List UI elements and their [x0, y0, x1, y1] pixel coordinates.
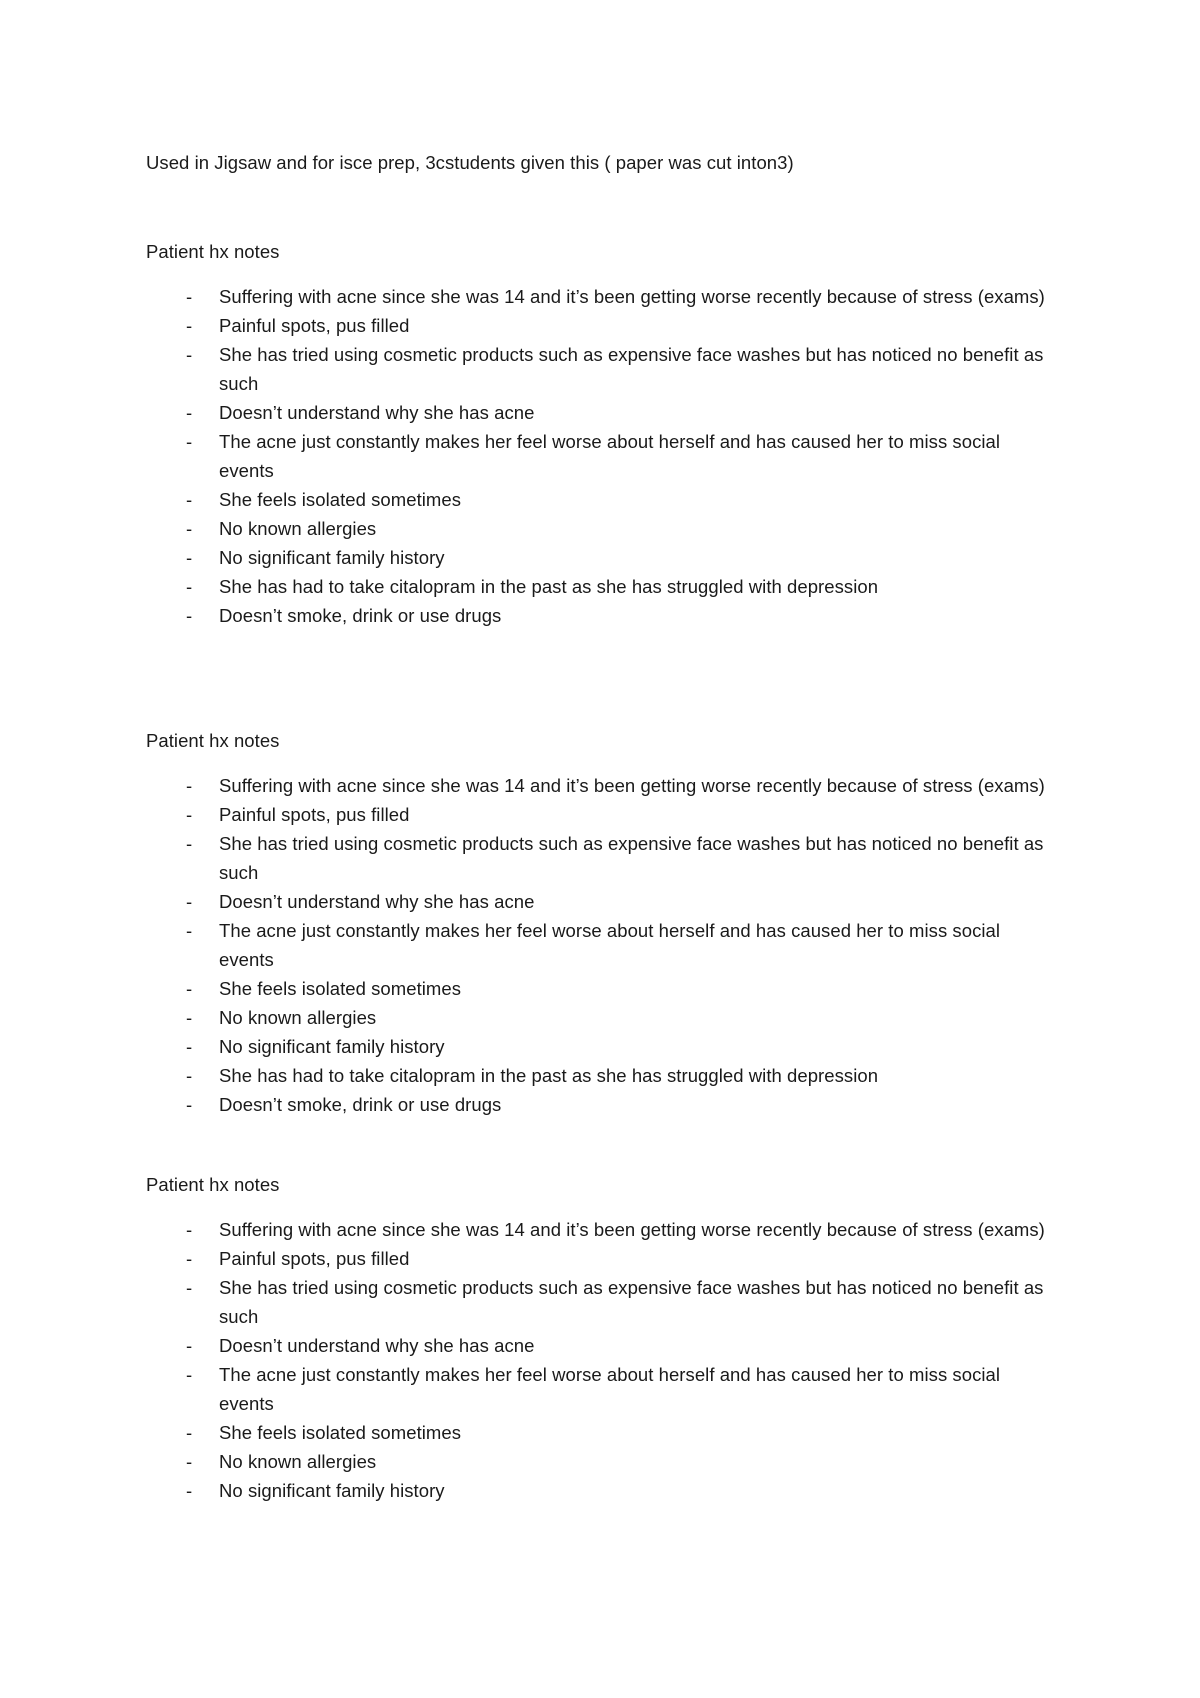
notes-list — [146, 282, 1046, 630]
note-item — [146, 572, 1046, 601]
note-text: Doesn’t understand why she has acne — [219, 402, 535, 423]
bullet-dash: - — [186, 1094, 193, 1115]
note-item — [146, 1476, 1046, 1505]
note-text: She feels isolated sometimes — [219, 1422, 462, 1443]
note-item — [146, 1032, 1046, 1061]
note-text: No known allergies — [219, 518, 377, 539]
bullet-dash: - — [186, 1451, 193, 1472]
note-item — [146, 1244, 1046, 1273]
note-item — [146, 282, 1046, 311]
note-item — [146, 427, 1046, 485]
note-item — [146, 974, 1046, 1003]
note-text: Painful spots, pus filled — [219, 804, 410, 825]
bullet-dash: - — [186, 518, 193, 539]
note-item — [146, 771, 1046, 800]
note-text: Suffering with acne since she was 14 and it’s been getting worse recently because of stress (exams) — [219, 286, 1045, 307]
note-item — [146, 543, 1046, 572]
note-text: The acne just constantly makes her feel worse about herself and has caused her to miss social events — [219, 920, 1001, 970]
note-item — [146, 1273, 1046, 1331]
bullet-dash: - — [186, 605, 193, 626]
note-item — [146, 311, 1046, 340]
bullet-dash: - — [186, 891, 193, 912]
bullet-dash: - — [186, 978, 193, 999]
note-text: She has had to take citalopram in the past as she has struggled with depression — [219, 576, 879, 597]
note-item — [146, 916, 1046, 974]
section-heading: Patient hx notes — [146, 1174, 280, 1195]
note-item — [146, 601, 1046, 630]
note-text: Doesn’t smoke, drink or use drugs — [219, 1094, 502, 1115]
intro-note: Used in Jigsaw and for isce prep, 3cstudents given this ( paper was cut inton3) — [146, 152, 794, 173]
note-text: Painful spots, pus filled — [219, 315, 410, 336]
bullet-dash: - — [186, 576, 193, 597]
bullet-dash: - — [186, 1065, 193, 1086]
note-text: She has tried using cosmetic products such as expensive face washes but has noticed no benefit as such — [219, 344, 1044, 394]
note-text: No known allergies — [219, 1007, 377, 1028]
note-text: No significant family history — [219, 547, 445, 568]
bullet-dash: - — [186, 344, 193, 365]
note-text: Doesn’t understand why she has acne — [219, 1335, 535, 1356]
note-item — [146, 398, 1046, 427]
bullet-dash: - — [186, 1364, 193, 1385]
bullet-dash: - — [186, 1277, 193, 1298]
note-text: Suffering with acne since she was 14 and it’s been getting worse recently because of stress (exams) — [219, 775, 1045, 796]
patient-notes-section — [146, 726, 1046, 1119]
note-text: Painful spots, pus filled — [219, 1248, 410, 1269]
note-item — [146, 800, 1046, 829]
note-text: She feels isolated sometimes — [219, 978, 462, 999]
section-heading: Patient hx notes — [146, 730, 280, 751]
notes-list — [146, 1215, 1046, 1505]
note-item — [146, 1215, 1046, 1244]
patient-notes-section — [146, 237, 1046, 630]
note-text: No known allergies — [219, 1451, 377, 1472]
note-item — [146, 1360, 1046, 1418]
note-text: The acne just constantly makes her feel worse about herself and has caused her to miss social events — [219, 431, 1001, 481]
note-item — [146, 340, 1046, 398]
bullet-dash: - — [186, 547, 193, 568]
note-text: She has tried using cosmetic products such as expensive face washes but has noticed no benefit as such — [219, 1277, 1044, 1327]
bullet-dash: - — [186, 315, 193, 336]
bullet-dash: - — [186, 1335, 193, 1356]
note-text: No significant family history — [219, 1036, 445, 1057]
bullet-dash: - — [186, 1422, 193, 1443]
section-heading: Patient hx notes — [146, 241, 280, 262]
note-text: She has had to take citalopram in the past as she has struggled with depression — [219, 1065, 879, 1086]
note-item — [146, 829, 1046, 887]
note-item — [146, 1331, 1046, 1360]
bullet-dash: - — [186, 1036, 193, 1057]
bullet-dash: - — [186, 833, 193, 854]
note-item — [146, 1003, 1046, 1032]
bullet-dash: - — [186, 431, 193, 452]
note-item — [146, 1418, 1046, 1447]
bullet-dash: - — [186, 920, 193, 941]
note-text: Doesn’t understand why she has acne — [219, 891, 535, 912]
note-text: She has tried using cosmetic products such as expensive face washes but has noticed no benefit as such — [219, 833, 1044, 883]
note-text: She feels isolated sometimes — [219, 489, 462, 510]
bullet-dash: - — [186, 1219, 193, 1240]
notes-list — [146, 771, 1046, 1119]
bullet-dash: - — [186, 804, 193, 825]
bullet-dash: - — [186, 1248, 193, 1269]
note-item — [146, 1061, 1046, 1090]
note-text: No significant family history — [219, 1480, 445, 1501]
note-text: Doesn’t smoke, drink or use drugs — [219, 605, 502, 626]
note-text: Suffering with acne since she was 14 and it’s been getting worse recently because of stress (exams) — [219, 1219, 1045, 1240]
note-item — [146, 485, 1046, 514]
note-item — [146, 514, 1046, 543]
note-text: The acne just constantly makes her feel worse about herself and has caused her to miss social events — [219, 1364, 1001, 1414]
bullet-dash: - — [186, 489, 193, 510]
bullet-dash: - — [186, 1480, 193, 1501]
bullet-dash: - — [186, 402, 193, 423]
note-item — [146, 1090, 1046, 1119]
bullet-dash: - — [186, 775, 193, 796]
bullet-dash: - — [186, 1007, 193, 1028]
bullet-dash: - — [186, 286, 193, 307]
note-item — [146, 887, 1046, 916]
patient-notes-section — [146, 1170, 1046, 1505]
note-item — [146, 1447, 1046, 1476]
